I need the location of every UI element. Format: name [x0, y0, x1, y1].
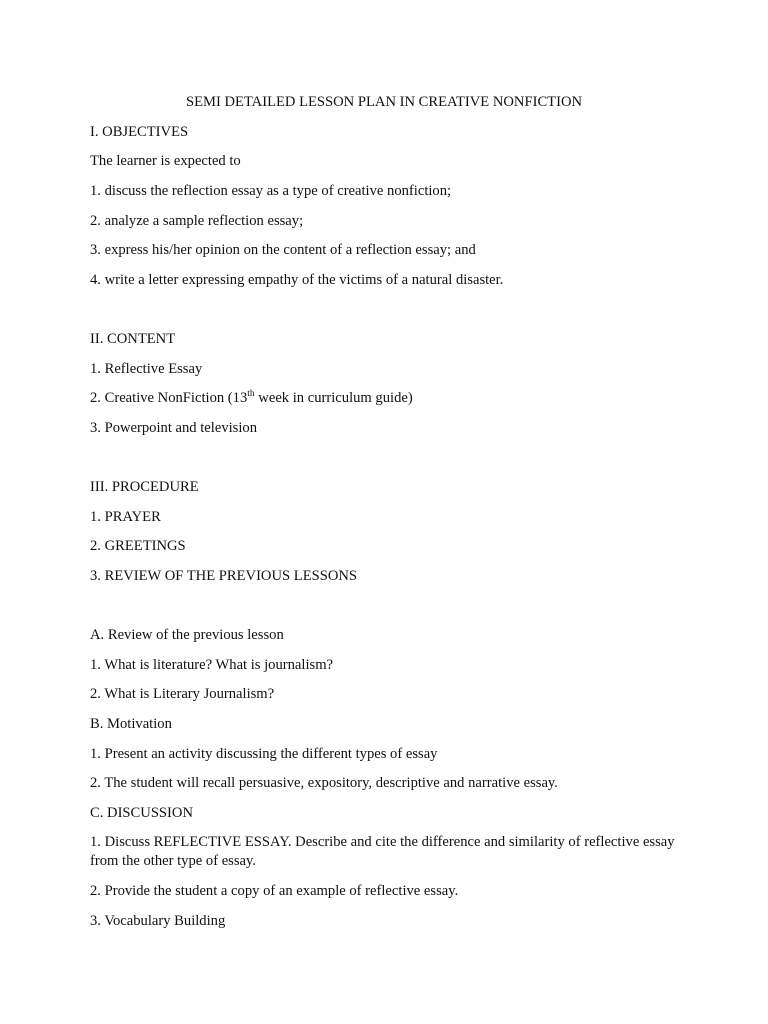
discussion-item: 1. Discuss REFLECTIVE ESSAY. Describe and cite the difference and similarity of reflective essay from the other type of essay. — [90, 834, 675, 869]
document-title: SEMI DETAILED LESSON PLAN IN CREATIVE NONFICTION — [185, 94, 583, 110]
discussion-heading: C. DISCUSSION — [90, 805, 193, 821]
procedure-item: 2. GREETINGS — [90, 538, 186, 554]
discussion-item: 3. Vocabulary Building — [90, 913, 226, 929]
objective-item: 2. analyze a sample reflection essay; — [90, 213, 304, 229]
content-item-text: 2. Creative NonFiction (13 — [90, 390, 248, 406]
objectives-intro: The learner is expected to — [90, 153, 241, 169]
review-heading: A. Review of the previous lesson — [90, 627, 284, 643]
content-heading: II. CONTENT — [90, 331, 176, 347]
objective-item: 4. write a letter expressing empathy of the victims of a natural disaster. — [90, 272, 504, 288]
content-item: 1. Reflective Essay — [90, 361, 203, 377]
ordinal-suffix: th — [247, 389, 255, 399]
procedure-item: 3. REVIEW OF THE PREVIOUS LESSONS — [90, 568, 358, 584]
review-item: 1. What is literature? What is journalism? — [90, 657, 334, 673]
content-item — [90, 389, 413, 407]
content-item-text: week in curriculum guide) — [254, 390, 413, 406]
objectives-heading: I. OBJECTIVES — [90, 124, 189, 140]
objective-item: 1. discuss the reflection essay as a type of creative nonfiction; — [90, 183, 452, 199]
procedure-heading: III. PROCEDURE — [90, 479, 199, 495]
motivation-item: 2. The student will recall persuasive, expository, descriptive and narrative essay. — [90, 775, 558, 791]
motivation-item: 1. Present an activity discussing the different types of essay — [90, 746, 438, 762]
content-item: 3. Powerpoint and television — [90, 420, 257, 436]
procedure-item: 1. PRAYER — [90, 509, 161, 525]
review-item: 2. What is Literary Journalism? — [90, 686, 275, 702]
motivation-heading: B. Motivation — [90, 716, 172, 732]
objective-item: 3. express his/her opinion on the content of a reflection essay; and — [90, 242, 476, 258]
discussion-item: 2. Provide the student a copy of an example of reflective essay. — [90, 883, 459, 899]
